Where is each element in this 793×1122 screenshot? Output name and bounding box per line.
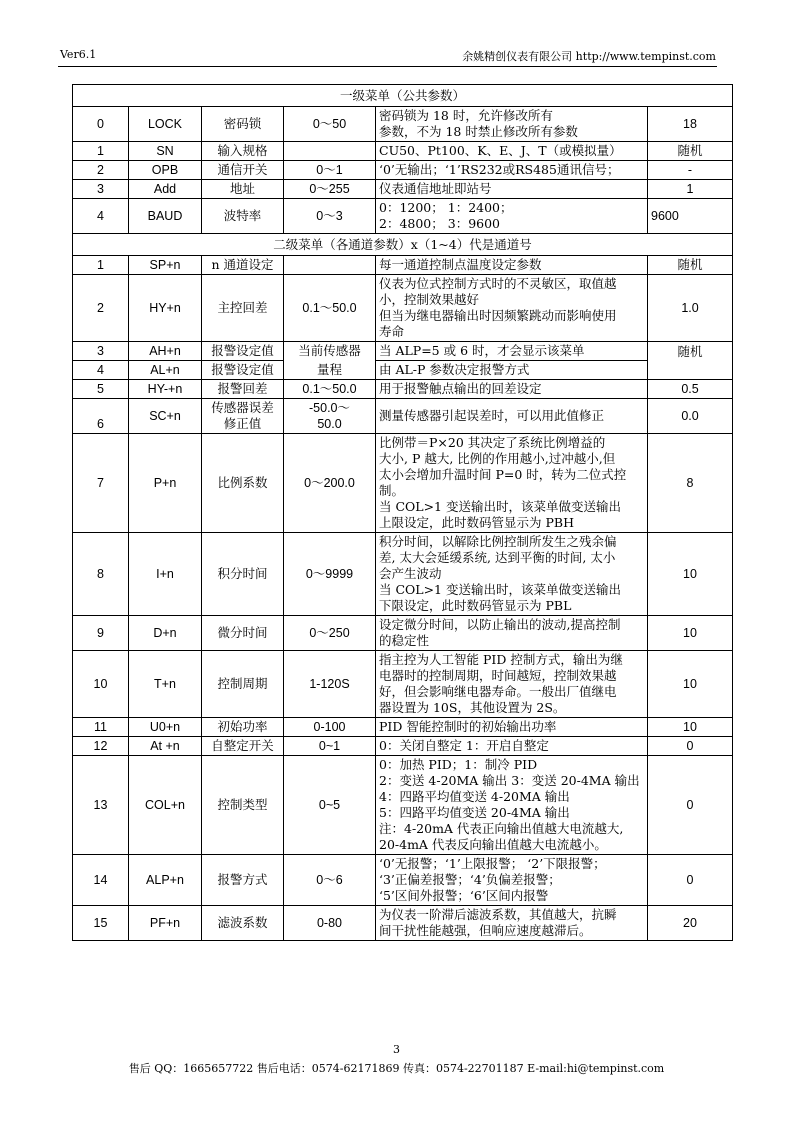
text-line: 4：四路平均值变送 4-20MA 输出 [379,789,570,804]
header-rule [58,66,717,67]
text-line: 每一通道控制点温度设定参数 [379,257,542,272]
text-line: 仪表为位式控制方式时的不灵敏区，取值越 [379,276,617,291]
param-description [376,651,648,718]
param-range: 0～3 [284,199,376,234]
text-line: 大小, P 越大, 比例的作用越小,过冲越小,但 [379,451,616,466]
row-number: 4 [73,361,129,380]
row-number: 10 [73,651,129,718]
param-default: 9600 [648,199,733,234]
param-description [376,342,648,361]
row-number: 1 [73,256,129,275]
param-description [376,107,648,142]
param-code: OPB [129,161,202,180]
row-number: 13 [73,756,129,855]
param-name: 控制周期 [202,651,284,718]
table-row [73,380,733,399]
row-number: 5 [73,380,129,399]
parameter-table [72,84,733,941]
param-code: I+n [129,533,202,616]
text-line: 为仪表一阶滞后滤波系数，其值越大，抗瞬 [379,907,617,922]
text-line: 0：加热 PID；1：制冷 PID [379,757,538,772]
param-description [376,256,648,275]
param-default: 10 [648,651,733,718]
row-number: 7 [73,434,129,533]
table-row [73,651,733,718]
table-row [73,756,733,855]
text-line: 电器时的控制周期，时间越短，控制效果越 [379,668,617,683]
param-default: 18 [648,107,733,142]
param-default: 1 [648,180,733,199]
header-version: Ver6.1 [60,48,97,61]
text-line: 比例带＝P×20 其决定了系统比例增益的 [379,435,606,450]
param-code: SC+n [129,399,202,434]
param-range: 0～200.0 [284,434,376,533]
text-line: 太小会增加升温时间 P=0 时，转为二位式控 [379,467,627,482]
param-name: n 通道设定 [202,256,284,275]
row-number: 2 [73,275,129,342]
text-line: 但当为继电器输出时因频繁跳动而影响使用 [379,308,617,323]
row-number: 11 [73,718,129,737]
table-row [73,142,733,161]
table-row [73,107,733,142]
row-number: 0 [73,107,129,142]
text-line: 注：4-20mA 代表正向输出值越大电流越大, [379,821,624,836]
param-default [648,361,733,380]
row-number: 15 [73,906,129,941]
param-name: 波特率 [202,199,284,234]
row-number: 14 [73,855,129,906]
text-line: 2：变送 4-20MA 输出 3：变送 20-4MA 输出 [379,773,640,788]
param-default: 8 [648,434,733,533]
text-line: 寿命 [379,324,405,339]
param-default: 20 [648,906,733,941]
param-description [376,180,648,199]
param-description [376,399,648,434]
text-line: 当 COL>1 变送输出时，该菜单做变送输出 [379,499,621,514]
param-range [284,399,376,434]
param-name: 报警方式 [202,855,284,906]
table-row [73,855,733,906]
text-line: PID 智能控制时的初始输出功率 [379,719,557,734]
text-line: 50.0 [317,417,342,431]
param-description [376,380,648,399]
text-line: ‘0’无报警；‘1’上限报警； ‘2’下限报警； [379,856,606,871]
param-range: 0～1 [284,161,376,180]
row-number: 9 [73,616,129,651]
param-code: HY-+n [129,380,202,399]
param-code: LOCK [129,107,202,142]
param-default: 10 [648,616,733,651]
param-code: P+n [129,434,202,533]
table-row [73,533,733,616]
param-code: T+n [129,651,202,718]
param-range [284,142,376,161]
param-default: 10 [648,718,733,737]
param-name: 报警回差 [202,380,284,399]
param-default: 0 [648,855,733,906]
footer-contact: 售后 QQ：1665657722 售后电话：0574-62171869 传真：0574-22701187 E-mail:hi@tempinst.com [128,1062,665,1075]
table-row [73,361,733,380]
table-row [73,256,733,275]
param-name: 自整定开关 [202,737,284,756]
param-code: U0+n [129,718,202,737]
param-range: 0～255 [284,180,376,199]
param-default: - [648,161,733,180]
param-description [376,161,648,180]
text-line: 当 ALP=5 或 6 时，才会显示该菜单 [379,343,585,358]
param-name: 主控回差 [202,275,284,342]
text-line: 由 AL-P 参数决定报警方式 [379,362,530,377]
param-code: PF+n [129,906,202,941]
param-description [376,616,648,651]
section-title: 二级菜单（各通道参数）x（1~4）代是通道号 [73,234,733,256]
param-range: 当前传感器 [284,342,376,361]
param-code: ALP+n [129,855,202,906]
param-code: AL+n [129,361,202,380]
text-line: 5：四路平均值变送 20-4MA 输出 [379,805,570,820]
param-default: 10 [648,533,733,616]
text-line: 2：4800； 3：9600 [379,216,501,231]
param-code: HY+n [129,275,202,342]
param-description [376,275,648,342]
param-default: 0.0 [648,399,733,434]
section-title: 一级菜单（公共参数） [73,85,733,107]
text-line: ‘5’区间外报警；‘6’区间内报警 [379,888,549,903]
section-header-row [73,85,733,107]
param-name: 积分时间 [202,533,284,616]
param-name [202,399,284,434]
param-range: 量程 [284,361,376,380]
text-line: 指主控为人工智能 PID 控制方式，输出为继 [379,652,623,667]
text-line: 传感器误差 [211,400,274,415]
text-line: -50.0～ [309,401,350,415]
param-code: AH+n [129,342,202,361]
param-code: SN [129,142,202,161]
param-default: 1.0 [648,275,733,342]
param-range: 0.1～50.0 [284,275,376,342]
text-line: CU50、Pt100、K、E、J、T（或模拟量） [379,143,622,158]
row-number: 8 [73,533,129,616]
text-line: 上限设定，此时数码管显示为 PBH [379,515,574,530]
param-name: 微分时间 [202,616,284,651]
param-code: D+n [129,616,202,651]
param-description [376,361,648,380]
text-line: 器设置为 10S，其他设置为 2S。 [379,700,566,715]
param-range: 0.1～50.0 [284,380,376,399]
param-description [376,718,648,737]
param-description [376,756,648,855]
param-name: 报警设定值 [202,342,284,361]
param-code: BAUD [129,199,202,234]
table-row [73,718,733,737]
header-company: 余姚精创仪表有限公司 http://www.tempinst.com [462,50,716,63]
table-row [73,180,733,199]
text-line: 0：1200； 1：2400； [379,200,513,215]
text-line: 间干扰性能越强，但响应速度越滞后。 [379,923,592,938]
param-description [376,533,648,616]
row-number: 1 [73,142,129,161]
text-line: ‘0’无输出；‘1’RS232或RS485通讯信号； [379,162,620,177]
param-name: 滤波系数 [202,906,284,941]
text-line: 0：关闭自整定 1：开启自整定 [379,738,549,753]
param-code: At +n [129,737,202,756]
param-description [376,142,648,161]
text-line: 小，控制效果越好 [379,292,480,307]
table-row [73,275,733,342]
text-line: 好，但会影响继电器寿命。一般出厂值继电 [379,684,617,699]
text-line: 积分时间，以解除比例控制所发生之残余偏 [379,534,617,549]
param-default: 随机 [648,142,733,161]
text-line: 制。 [379,483,405,498]
row-number: 6 [73,399,129,434]
param-range: 0-80 [284,906,376,941]
section-header-row [73,234,733,256]
param-code: COL+n [129,756,202,855]
param-range: 0～50 [284,107,376,142]
row-number: 3 [73,342,129,361]
param-name: 比例系数 [202,434,284,533]
table-row [73,161,733,180]
param-description [376,199,648,234]
param-range [284,256,376,275]
table-row [73,199,733,234]
text-line: 仪表通信地址即站号 [379,181,492,196]
text-line: 参数，不为 18 时禁止修改所有参数 [379,124,578,139]
text-line: 修正值 [223,416,262,431]
param-range: 0~1 [284,737,376,756]
param-default: 0 [648,756,733,855]
text-line: 测量传感器引起误差时，可以用此值修正 [379,408,605,423]
param-range: 0～9999 [284,533,376,616]
text-line: 密码锁为 18 时，允许修改所有 [379,108,553,123]
table-row [73,399,733,434]
param-range: 0~5 [284,756,376,855]
text-line: ‘3’正偏差报警；‘4’负偏差报警； [379,872,561,887]
param-range: 1-120S [284,651,376,718]
param-name: 输入规格 [202,142,284,161]
table-row [73,434,733,533]
text-line: 差, 太大会延缓系统, 达到平衡的时间, 太小 [379,550,616,565]
row-number: 2 [73,161,129,180]
param-description [376,906,648,941]
text-line: 下限设定，此时数码管显示为 PBL [379,598,572,613]
param-name: 地址 [202,180,284,199]
row-number: 3 [73,180,129,199]
param-default: 随机 [648,342,733,361]
param-name: 通信开关 [202,161,284,180]
page-number: 3 [393,1043,400,1056]
param-description [376,434,648,533]
param-code: SP+n [129,256,202,275]
text-line: 设定微分时间，以防止输出的波动,提高控制 [379,617,621,632]
text-line: 用于报警触点输出的回差设定 [379,381,542,396]
table-row [73,737,733,756]
param-name: 报警设定值 [202,361,284,380]
param-description [376,855,648,906]
param-default: 0.5 [648,380,733,399]
row-number: 4 [73,199,129,234]
text-line: 20-4mA 代表反向输出值越大电流越小。 [379,837,607,852]
param-default: 随机 [648,256,733,275]
text-line: 会产生波动 [379,566,442,581]
param-code: Add [129,180,202,199]
param-range: 0～250 [284,616,376,651]
param-range: 0～6 [284,855,376,906]
param-name: 初始功率 [202,718,284,737]
table-row [73,616,733,651]
param-name: 密码锁 [202,107,284,142]
param-default: 0 [648,737,733,756]
text-line: 当 COL>1 变送输出时，该菜单做变送输出 [379,582,621,597]
table-row [73,342,733,361]
param-name: 控制类型 [202,756,284,855]
param-range: 0-100 [284,718,376,737]
param-description [376,737,648,756]
row-number: 12 [73,737,129,756]
text-line: 的稳定性 [379,633,430,648]
table-row [73,906,733,941]
